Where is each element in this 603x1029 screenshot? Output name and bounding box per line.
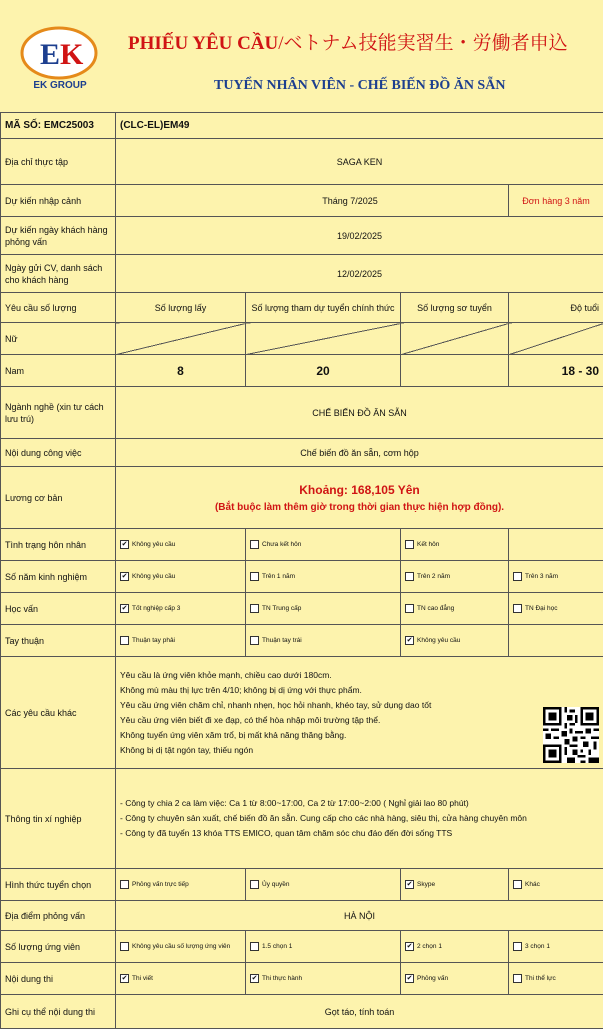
table-row <box>1 995 603 1029</box>
requirement-line: Yêu cầu là ứng viên khỏe mạnh, chiều cao dưới 180cm. <box>120 668 533 683</box>
note-nhap-canh: Đơn hàng 3 năm <box>509 185 603 217</box>
value-nam-tham-du: 20 <box>246 355 401 387</box>
checkbox-icon[interactable] <box>513 572 522 581</box>
label-noi-dung: Nội dung công việc <box>1 439 116 467</box>
form-header <box>0 0 603 112</box>
checkbox-icon[interactable]: ✔ <box>120 604 129 613</box>
option-cell[interactable] <box>116 869 246 901</box>
option-cell[interactable] <box>116 963 246 995</box>
option-label: Không yêu cầu <box>417 637 460 644</box>
checkbox-icon[interactable] <box>513 942 522 951</box>
checkbox-icon[interactable] <box>250 942 259 951</box>
option-label: Không yêu cầu số lượng ứng viên <box>132 943 230 950</box>
table-row <box>1 139 603 185</box>
checkbox-icon[interactable] <box>405 572 414 581</box>
table-row <box>1 561 603 593</box>
checkbox-icon[interactable] <box>513 974 522 983</box>
label-nam: Nam <box>1 355 116 387</box>
checkbox-icon[interactable] <box>250 572 259 581</box>
label-so-luong-uv: Số lượng ứng viên <box>1 931 116 963</box>
option-label: Trên 3 năm <box>525 573 558 580</box>
qr-code-icon <box>543 707 599 763</box>
table-row <box>1 931 603 963</box>
company-line: - Công ty đã tuyển 13 khóa TTS EMICO, quan tâm chăm sóc chu đáo đến đời sống TTS <box>120 826 599 841</box>
checkbox-icon[interactable] <box>250 604 259 613</box>
option-cell[interactable] <box>509 963 603 995</box>
option-label: Không yêu cầu <box>132 573 175 580</box>
option-label: Thi thực hành <box>262 975 302 982</box>
table-row <box>1 293 603 323</box>
option-cell[interactable] <box>509 593 603 625</box>
checkbox-icon[interactable] <box>513 604 522 613</box>
ma-so: MÃ SỐ: EMC25003 <box>1 113 116 139</box>
label-kinh-nghiem: Số năm kinh nghiệm <box>1 561 116 593</box>
svg-text:E: E <box>40 38 60 71</box>
label-hinh-thuc: Hình thức tuyển chọn <box>1 869 116 901</box>
label-nhap-canh: Dự kiến nhập cảnh <box>1 185 116 217</box>
option-cell[interactable] <box>401 529 509 561</box>
label-nganh-nghe: Ngành nghề (xin tư cách lưu trú) <box>1 387 116 439</box>
table-row <box>1 963 603 995</box>
option-cell[interactable] <box>246 625 401 657</box>
checkbox-icon[interactable]: ✔ <box>120 974 129 983</box>
option-label: Skype <box>417 881 435 888</box>
value-yeu-cau-khac <box>116 657 603 769</box>
checkbox-icon[interactable]: ✔ <box>250 974 259 983</box>
checkbox-icon[interactable] <box>120 942 129 951</box>
luong-note: (Bắt buộc làm thêm giờ trong thời gian thực hiện hợp đồng). <box>120 500 599 516</box>
requirement-line: Không mù màu thị lực trên 4/10; không bị dị ứng với thực phẩm. <box>120 683 533 698</box>
checkbox-icon[interactable]: ✔ <box>405 942 414 951</box>
requirement-line: Không tuyển ứng viên xăm trổ, bị mất khả năng thăng bằng. <box>120 728 533 743</box>
option-label: Chưa kết hôn <box>262 541 301 548</box>
label-tay-thuan: Tay thuận <box>1 625 116 657</box>
checkbox-icon[interactable] <box>250 636 259 645</box>
form-title-jp: /ベトナム技能実習生・労働者申込 <box>278 33 567 54</box>
checkbox-icon[interactable]: ✔ <box>405 880 414 889</box>
table-row <box>1 255 603 293</box>
value-phong-van: 19/02/2025 <box>116 217 603 255</box>
option-label: Tốt nghiệp cấp 3 <box>132 605 180 612</box>
option-cell[interactable] <box>401 561 509 593</box>
label-noi-dung-thi: Nội dung thi <box>1 963 116 995</box>
option-cell[interactable] <box>509 869 603 901</box>
value-nhap-canh: Tháng 7/2025 <box>116 185 509 217</box>
form-subtitle: TUYỂN NHÂN VIÊN - CHẾ BIẾN ĐỒ ĂN SẴN <box>214 78 505 94</box>
option-label: Khác <box>525 881 540 888</box>
table-row <box>1 217 603 255</box>
option-label: Thuận tay phải <box>132 637 175 644</box>
option-cell[interactable] <box>246 963 401 995</box>
option-label: Thuận tay trái <box>262 637 302 644</box>
option-label: 1.5 chọn 1 <box>262 943 292 950</box>
label-luong: Lương cơ bản <box>1 467 116 529</box>
option-cell[interactable] <box>246 529 401 561</box>
value-dia-chi: SAGA KEN <box>116 139 603 185</box>
requirement-line: Không bị dị tật ngón tay, thiếu ngón <box>120 743 533 758</box>
value-gui-cv: 12/02/2025 <box>116 255 603 293</box>
luong-amount: Khoảng: 168,105 Yên <box>120 480 599 500</box>
value-nam-so-luong: 8 <box>116 355 246 387</box>
company-line: - Công ty chuyên sản xuất, chế biến đồ ăn sẵn. Cung cấp cho các nhà hàng, siêu thị, cửa hàng chuyên môn <box>120 811 599 826</box>
checkbox-icon[interactable]: ✔ <box>405 636 414 645</box>
checkbox-icon[interactable] <box>250 880 259 889</box>
value-nam-do-tuoi: 18 - 30 <box>509 355 603 387</box>
empty-cell <box>246 323 401 355</box>
code-2: (CLC-EL)EM49 <box>116 113 603 139</box>
request-table <box>0 112 603 1029</box>
label-dia-diem: Địa điểm phỏng vấn <box>1 901 116 931</box>
label-dia-chi: Địa chỉ thực tập <box>1 139 116 185</box>
table-row <box>1 657 603 769</box>
header-so-luong-lay: Số lượng lấy <box>116 293 246 323</box>
header-do-tuoi: Độ tuổi <box>509 293 603 323</box>
option-cell[interactable] <box>401 931 509 963</box>
ek-logo-icon <box>20 26 98 80</box>
checkbox-icon[interactable] <box>250 540 259 549</box>
label-hoc-van: Học vấn <box>1 593 116 625</box>
option-cell[interactable] <box>246 931 401 963</box>
header-so-luong-so-tuyen: Số lượng sơ tuyển <box>401 293 509 323</box>
header-so-luong-tham-du: Số lượng tham dự tuyển chính thức <box>246 293 401 323</box>
svg-text:K: K <box>60 38 84 71</box>
form-title <box>128 28 568 55</box>
option-cell[interactable] <box>116 561 246 593</box>
checkbox-icon[interactable] <box>120 880 129 889</box>
requirement-line: Yêu cầu ứng viên biết đi xe đạp, có thể hòa nhập môi trường tập thể. <box>120 713 533 728</box>
table-row <box>1 439 603 467</box>
value-xi-nghiep <box>116 769 603 869</box>
option-label: TN Đại học <box>525 605 558 612</box>
table-row <box>1 323 603 355</box>
value-dia-diem: HÀ NỘI <box>116 901 603 931</box>
option-label: TN Trung cấp <box>262 605 301 612</box>
table-row <box>1 869 603 901</box>
option-label: Trên 1 năm <box>262 573 295 580</box>
option-label: Kết hôn <box>417 541 439 548</box>
option-label: Trên 2 năm <box>417 573 450 580</box>
label-so-luong: Yêu cầu số lượng <box>1 293 116 323</box>
option-label: TN cao đẳng <box>417 605 454 612</box>
option-label: Phỏng vấn <box>417 975 448 982</box>
value-ghi-cu-the: Gọt táo, tính toán <box>116 995 603 1029</box>
option-cell[interactable] <box>116 529 246 561</box>
table-row <box>1 625 603 657</box>
form-title-vi: PHIẾU YÊU CẦU <box>128 33 278 54</box>
table-row <box>1 769 603 869</box>
option-label: 2 chọn 1 <box>417 943 442 950</box>
requirement-line: Yêu cầu ứng viên chăm chỉ, nhanh nhẹn, học hỏi nhanh, khéo tay, sử dụng dao tốt <box>120 698 533 713</box>
empty-cell <box>509 625 603 657</box>
empty-cell <box>509 323 603 355</box>
value-nganh-nghe: CHẾ BIẾN ĐỒ ĂN SẴN <box>116 387 603 439</box>
option-cell[interactable] <box>116 931 246 963</box>
option-cell[interactable] <box>509 931 603 963</box>
checkbox-icon[interactable]: ✔ <box>120 540 129 549</box>
table-row <box>1 901 603 931</box>
table-row <box>1 593 603 625</box>
checkbox-icon[interactable] <box>405 604 414 613</box>
empty-cell <box>116 323 246 355</box>
value-noi-dung: Chế biến đồ ăn sẵn, cơm hộp <box>116 439 603 467</box>
label-hon-nhan: Tình trạng hôn nhân <box>1 529 116 561</box>
option-label: Không yêu cầu <box>132 541 175 548</box>
option-label: Ủy quyền <box>262 881 289 888</box>
option-label: Phỏng vấn trực tiếp <box>132 881 189 888</box>
option-label: Thi viết <box>132 975 153 982</box>
label-gui-cv: Ngày gửi CV, danh sách cho khách hàng <box>1 255 116 293</box>
table-row <box>1 529 603 561</box>
table-row <box>1 467 603 529</box>
company-line: - Công ty chia 2 ca làm việc: Ca 1 từ 8:00~17:00, Ca 2 từ 17:00~2:00 ( Nghỉ giải lao 80 phút) <box>120 796 599 811</box>
option-cell[interactable] <box>401 625 509 657</box>
option-cell[interactable] <box>246 561 401 593</box>
checkbox-icon[interactable] <box>405 540 414 549</box>
option-cell[interactable] <box>246 593 401 625</box>
table-row <box>1 355 603 387</box>
checkbox-icon[interactable] <box>120 636 129 645</box>
checkbox-icon[interactable] <box>513 880 522 889</box>
label-phong-van: Dự kiến ngày khách hàng phỏng vấn <box>1 217 116 255</box>
label-yeu-cau-khac: Các yêu cầu khác <box>1 657 116 769</box>
option-cell[interactable] <box>116 593 246 625</box>
option-label: Thi thể lực <box>525 975 556 982</box>
label-ghi-cu-the: Ghi cụ thể nội dung thi <box>1 995 116 1029</box>
option-cell[interactable] <box>116 625 246 657</box>
option-label: 3 chọn 1 <box>525 943 550 950</box>
value-luong <box>116 467 603 529</box>
code-row <box>1 113 603 139</box>
label-nu: Nữ <box>1 323 116 355</box>
option-cell[interactable] <box>401 869 509 901</box>
label-xi-nghiep: Thông tin xí nghiệp <box>1 769 116 869</box>
option-cell[interactable] <box>246 869 401 901</box>
table-row <box>1 387 603 439</box>
checkbox-icon[interactable]: ✔ <box>120 572 129 581</box>
table-row <box>1 185 603 217</box>
option-cell[interactable] <box>401 963 509 995</box>
empty-cell <box>401 355 509 387</box>
empty-cell <box>509 529 603 561</box>
logo-text: EK GROUP <box>20 80 100 91</box>
option-cell[interactable] <box>401 593 509 625</box>
checkbox-icon[interactable]: ✔ <box>405 974 414 983</box>
empty-cell <box>401 323 509 355</box>
option-cell[interactable] <box>509 561 603 593</box>
